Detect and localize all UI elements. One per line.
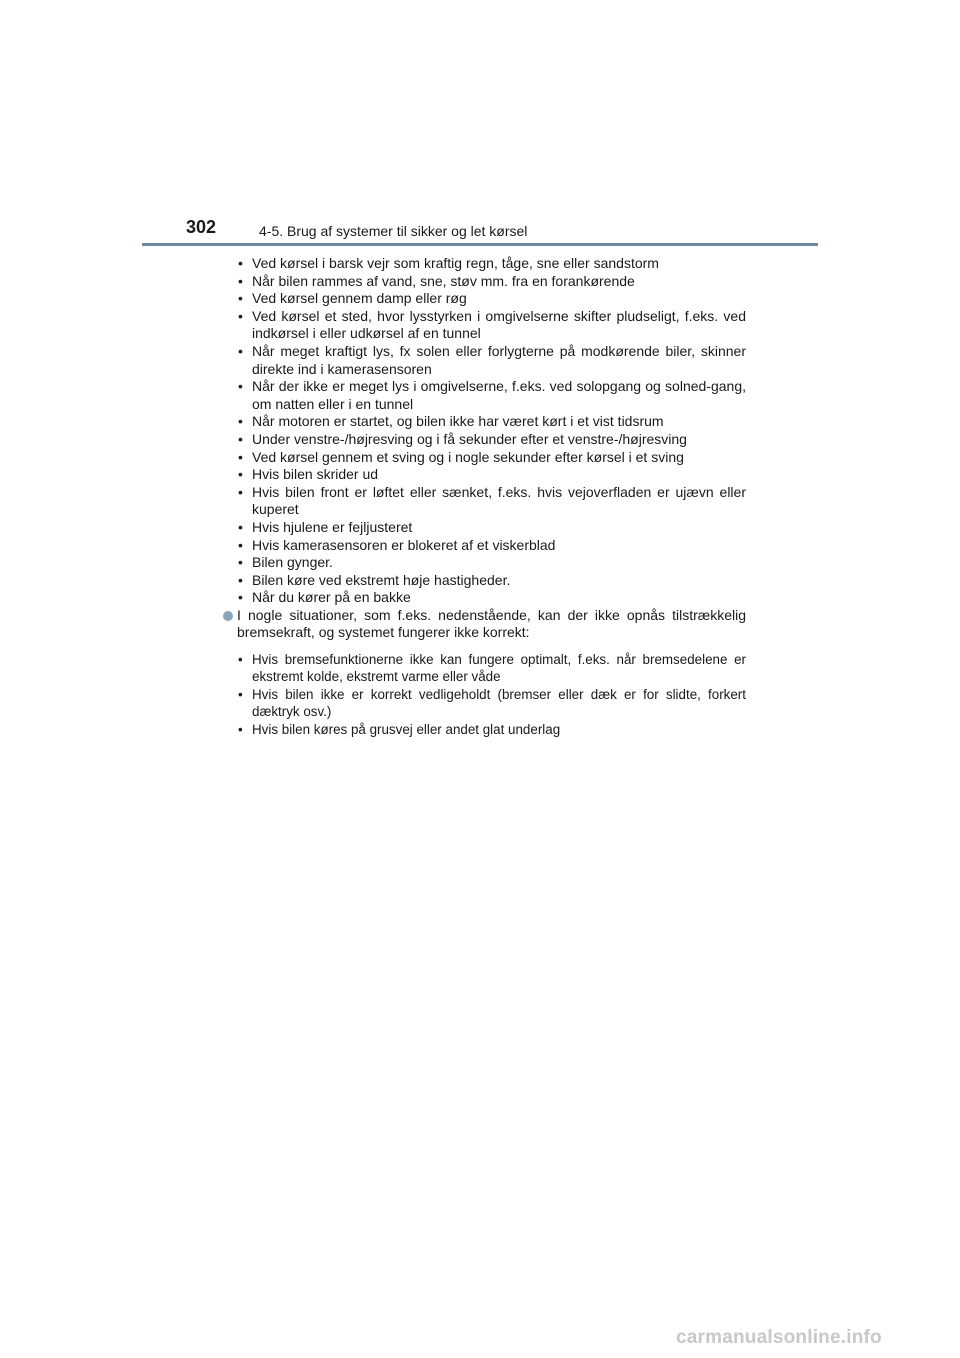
list-item: • Bilen gynger. xyxy=(224,554,746,572)
list-item: • Bilen køre ved ekstremt høje hastigheder. xyxy=(224,572,746,590)
list-item: • Hvis bilen skrider ud xyxy=(224,466,746,484)
list-item: • Ved kørsel et sted, hvor lysstyrken i omgivelserne skifter pludseligt, f.eks. ved indkørsel i eller udkørsel af en tunnel xyxy=(224,308,746,343)
list-item: • Under venstre-/højresving og i få sekunder efter et venstre-/højresving xyxy=(224,431,746,449)
main-content xyxy=(224,255,746,738)
section-title: 4-5. Brug af systemer til sikker og let kørsel xyxy=(259,223,528,239)
conditions-list xyxy=(224,255,746,607)
watermark: carmanualsonline.info xyxy=(676,1327,882,1348)
circle-bullet-icon xyxy=(223,611,233,621)
list-item: • Hvis bilen køres på grusvej eller andet glat underlag xyxy=(224,721,746,738)
list-item: • Når meget kraftigt lys, fx solen eller forlygterne på modkørende biler, skinner direkte ind i kamerasensoren xyxy=(224,343,746,378)
braking-notice-text: I nogle situationer, som f.eks. nedenstående, kan der ikke opnås tilstrækkelig bremsekraft, og systemet fungerer ikke korrekt: xyxy=(237,606,746,641)
list-item: • Ved kørsel i barsk vejr som kraftig regn, tåge, sne eller sandstorm xyxy=(224,255,746,273)
list-item: • Hvis bilen front er løftet eller sænket, f.eks. hvis vejoverfladen er ujævn eller kuperet xyxy=(224,484,746,519)
list-item: • Når motoren er startet, og bilen ikke har været kørt i et vist tidsrum xyxy=(224,413,746,431)
page-number: 302 xyxy=(186,217,217,237)
list-item: • Ved kørsel gennem et sving og i nogle sekunder efter kørsel i et sving xyxy=(224,449,746,467)
braking-notice xyxy=(224,607,746,642)
list-item: • Ved kørsel gennem damp eller røg xyxy=(224,290,746,308)
braking-conditions-list xyxy=(224,651,746,738)
list-item: • Hvis bremsefunktionerne ikke kan fungere optimalt, f.eks. når bremsedelene er ekstremt kolde, ekstremt varme eller våde xyxy=(224,651,746,686)
header-rule xyxy=(142,243,818,246)
list-item: • Når du kører på en bakke xyxy=(224,589,746,607)
list-item: • Når bilen rammes af vand, sne, støv mm. fra en forankørende xyxy=(224,273,746,291)
list-item: • Hvis hjulene er fejljusteret xyxy=(224,519,746,537)
list-item: • Når der ikke er meget lys i omgivelserne, f.eks. ved solopgang og solned-gang, om natten eller i en tunnel xyxy=(224,378,746,413)
list-item: • Hvis bilen ikke er korrekt vedligeholdt (bremser eller dæk er for slidte, forkert dæktryk osv.) xyxy=(224,686,746,721)
list-item: • Hvis kamerasensoren er blokeret af et viskerblad xyxy=(224,537,746,555)
